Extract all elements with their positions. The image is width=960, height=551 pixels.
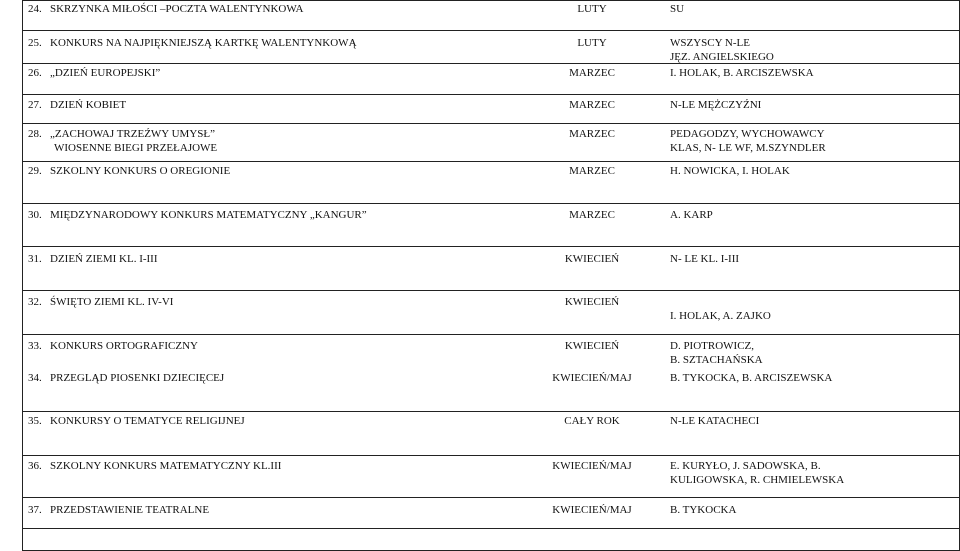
month-cell: KWIECIEŃ bbox=[564, 296, 620, 308]
month-cell: KWIECIEŃ/MAJ bbox=[552, 504, 632, 516]
responsible-person: H. NOWICKA, I. HOLAK bbox=[670, 165, 790, 177]
row-number: 35. bbox=[28, 415, 42, 427]
responsible-person: A. KARP bbox=[670, 209, 713, 221]
row-number: 37. bbox=[28, 504, 42, 516]
row-number: 27. bbox=[28, 99, 42, 111]
responsible-person: KLAS, N- LE WF, M.SZYNDLER bbox=[670, 142, 826, 154]
row-separator bbox=[22, 246, 960, 247]
month-cell: MARZEC bbox=[569, 209, 615, 221]
month-cell: LUTY bbox=[577, 37, 607, 49]
month-cell: CAŁY ROK bbox=[564, 415, 620, 427]
responsible-person: PEDAGODZY, WYCHOWAWCY bbox=[670, 128, 825, 140]
responsible-person: I. HOLAK, A. ZAJKO bbox=[670, 310, 771, 322]
activity-name: KONKURS ORTOGRAFICZNY bbox=[50, 340, 198, 352]
responsible-person: B. TYKOCKA bbox=[670, 504, 737, 516]
row-separator bbox=[22, 123, 960, 124]
row-number: 26. bbox=[28, 67, 42, 79]
row-number: 36. bbox=[28, 460, 42, 472]
activity-name: „ZACHOWAJ TRZEŹWY UMYSŁ” bbox=[50, 128, 215, 140]
responsible-person: WSZYSCY N-LE bbox=[670, 37, 750, 49]
row-separator bbox=[22, 455, 960, 456]
row-separator bbox=[22, 334, 960, 335]
row-number: 31. bbox=[28, 253, 42, 265]
responsible-person: E. KURYŁO, J. SADOWSKA, B. bbox=[670, 460, 821, 472]
row-number: 29. bbox=[28, 165, 42, 177]
responsible-person: N-LE MĘŻCZYŹNI bbox=[670, 99, 762, 111]
month-cell: KWIECIEŃ/MAJ bbox=[552, 460, 632, 472]
month-cell: MARZEC bbox=[569, 67, 615, 79]
row-number: 32. bbox=[28, 296, 42, 308]
activity-name: KONKURS NA NAJPIĘKNIEJSZĄ KARTKĘ WALENTYNKOWĄ bbox=[50, 37, 357, 49]
activity-name: MIĘDZYNARODOWY KONKURS MATEMATYCZNY „KANGUR” bbox=[50, 209, 367, 221]
activity-name: SZKOLNY KONKURS O OREGIONIE bbox=[50, 165, 231, 177]
responsible-person: N-LE KATACHECI bbox=[670, 415, 760, 427]
responsible-person: B. SZTACHAŃSKA bbox=[670, 354, 763, 366]
row-number: 24. bbox=[28, 3, 42, 15]
responsible-person: B. TYKOCKA, B. ARCISZEWSKA bbox=[670, 372, 833, 384]
activity-name: DZIEŃ KOBIET bbox=[50, 99, 127, 111]
activity-name: PRZEDSTAWIENIE TEATRALNE bbox=[50, 504, 210, 516]
responsible-person: KULIGOWSKA, R. CHMIELEWSKA bbox=[670, 474, 845, 486]
month-cell: MARZEC bbox=[569, 165, 615, 177]
activity-name: WIOSENNE BIEGI PRZEŁAJOWE bbox=[54, 142, 218, 154]
row-separator bbox=[22, 63, 960, 64]
row-separator bbox=[22, 30, 960, 31]
responsible-person: SU bbox=[670, 3, 685, 15]
row-number: 34. bbox=[28, 372, 42, 384]
month-cell: LUTY bbox=[577, 3, 607, 15]
row-number: 28. bbox=[28, 128, 42, 140]
row-number: 30. bbox=[28, 209, 42, 221]
responsible-person: N- LE KL. I-III bbox=[670, 253, 740, 265]
row-separator bbox=[22, 203, 960, 204]
activity-name: KONKURSY O TEMATYCE RELIGIJNEJ bbox=[50, 415, 245, 427]
row-separator bbox=[22, 94, 960, 95]
month-cell: KWIECIEŃ/MAJ bbox=[552, 372, 632, 384]
table-border-top bbox=[22, 0, 960, 1]
row-separator bbox=[22, 290, 960, 291]
responsible-person: D. PIOTROWICZ, bbox=[670, 340, 755, 352]
table-border-left bbox=[22, 0, 23, 551]
activity-name: „DZIEŃ EUROPEJSKI” bbox=[50, 67, 161, 79]
row-separator bbox=[22, 411, 960, 412]
row-separator bbox=[22, 528, 960, 529]
responsible-person: I. HOLAK, B. ARCISZEWSKA bbox=[670, 67, 814, 79]
row-separator bbox=[22, 497, 960, 498]
month-cell: KWIECIEŃ bbox=[564, 340, 620, 352]
activity-name: DZIEŃ ZIEMI KL. I-III bbox=[50, 253, 158, 265]
activity-name: SKRZYNKA MIŁOŚCI –POCZTA WALENTYNKOWA bbox=[50, 3, 304, 15]
responsible-person: JĘZ. ANGIELSKIEGO bbox=[670, 51, 774, 63]
activity-name: ŚWIĘTO ZIEMI KL. IV-VI bbox=[50, 296, 174, 308]
activity-name: PRZEGLĄD PIOSENKI DZIECIĘCEJ bbox=[50, 372, 225, 384]
activity-name: SZKOLNY KONKURS MATEMATYCZNY KL.III bbox=[50, 460, 282, 472]
row-separator bbox=[22, 161, 960, 162]
month-cell: KWIECIEŃ bbox=[564, 253, 620, 265]
row-number: 33. bbox=[28, 340, 42, 352]
month-cell: MARZEC bbox=[569, 128, 615, 140]
row-number: 25. bbox=[28, 37, 42, 49]
month-cell: MARZEC bbox=[569, 99, 615, 111]
